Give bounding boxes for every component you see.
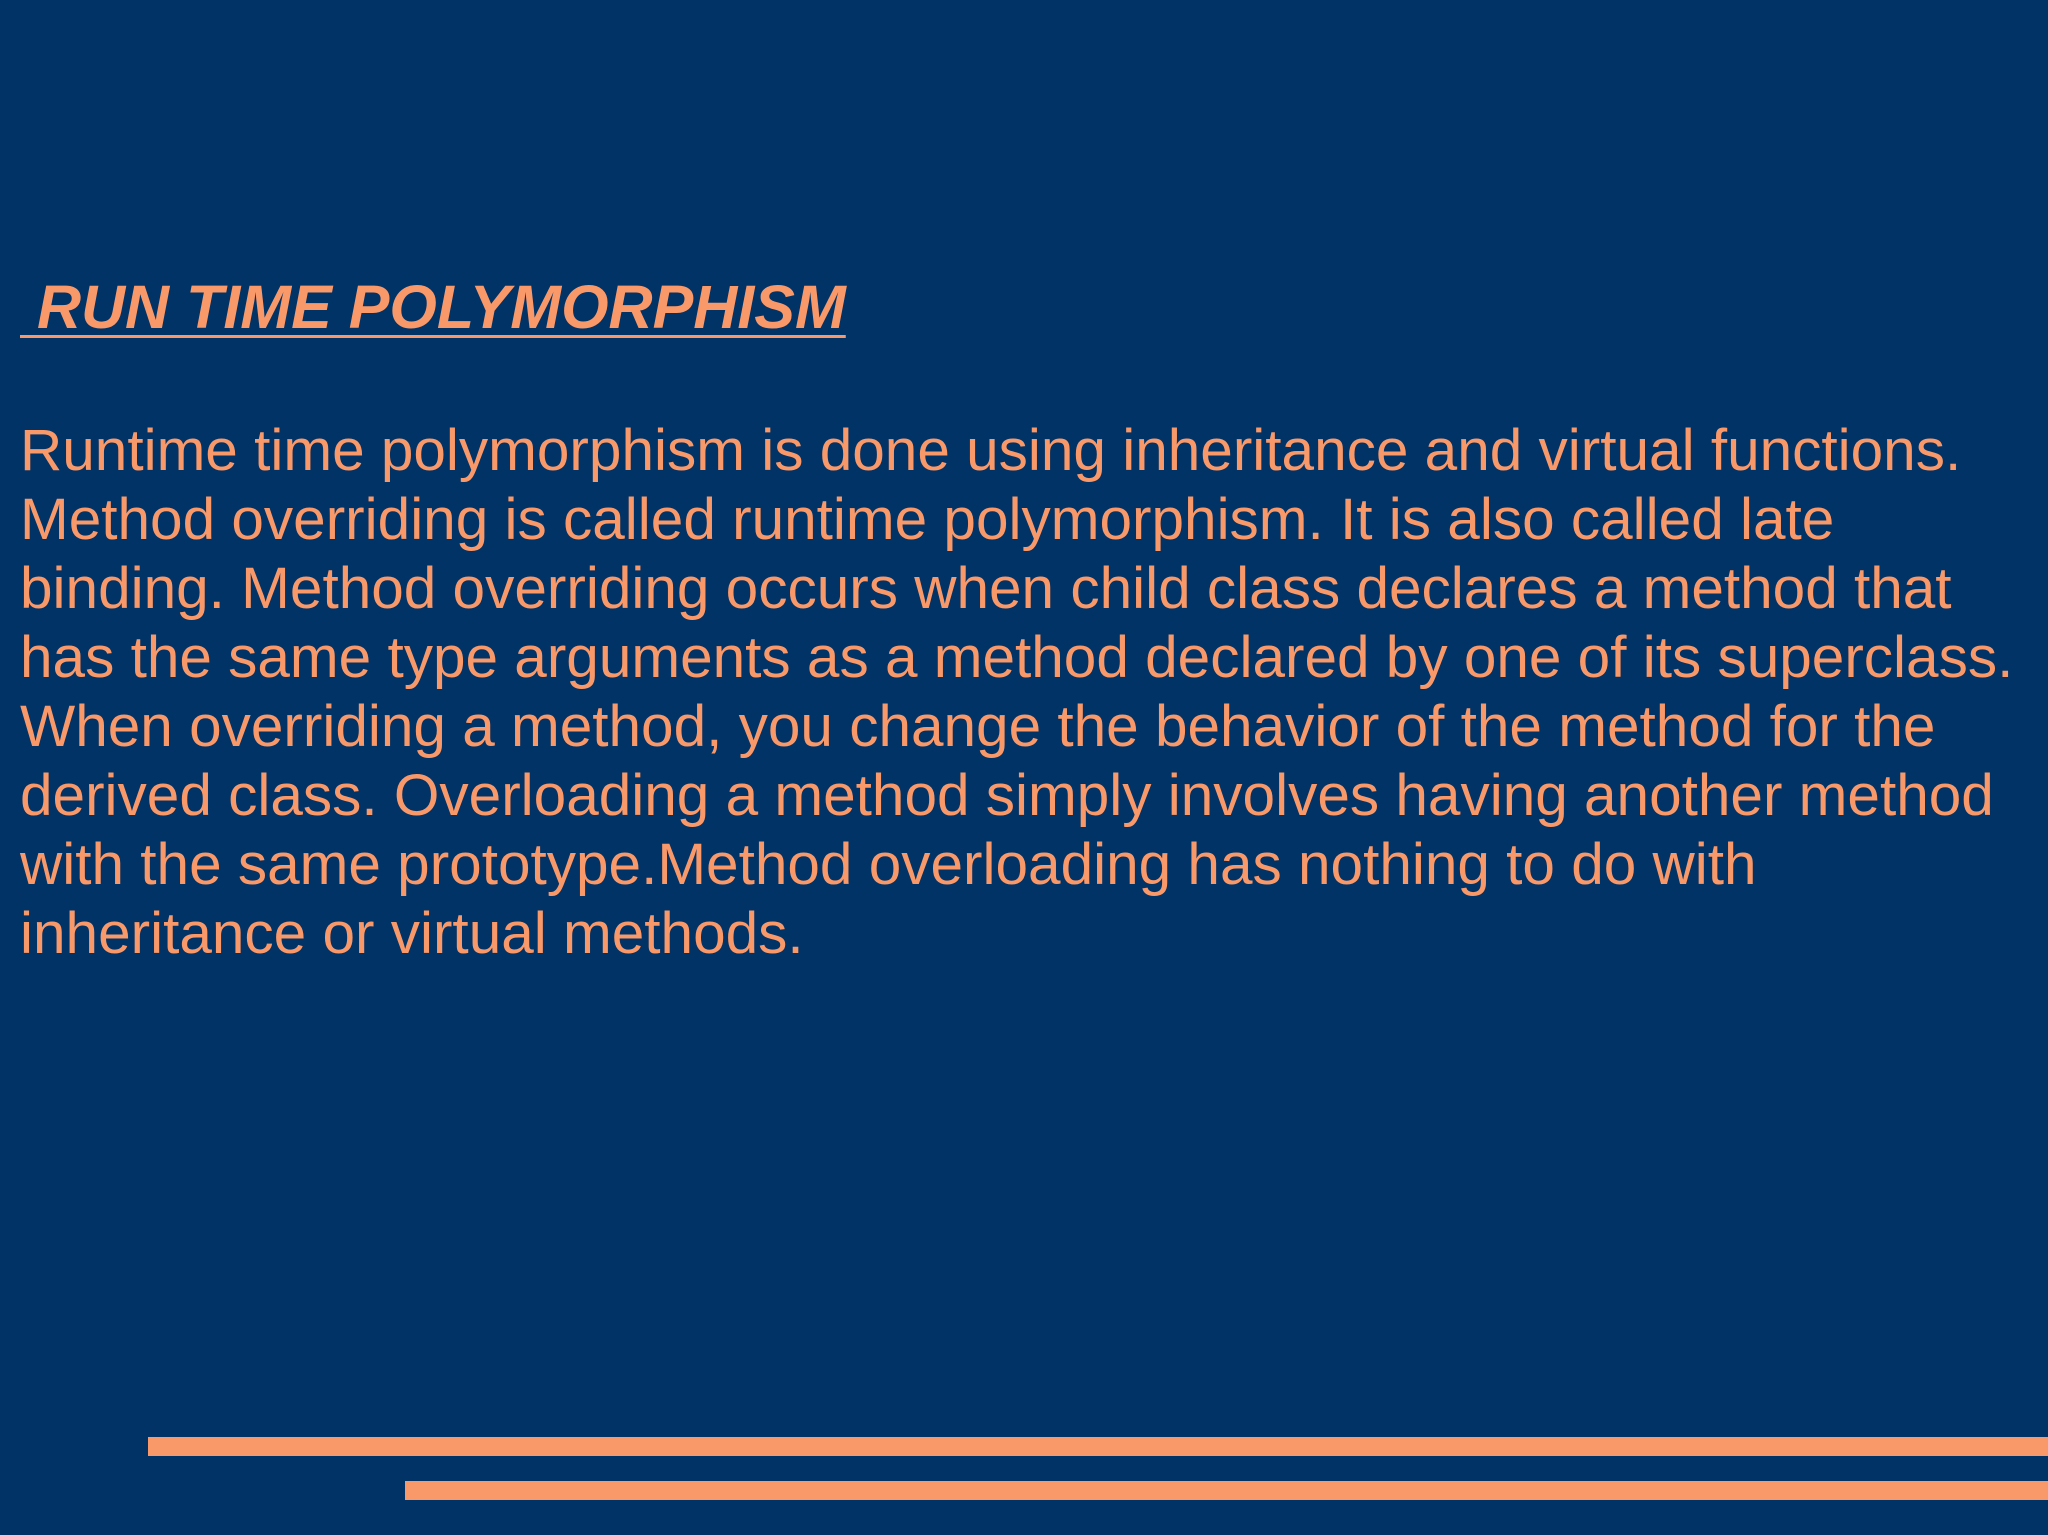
decorative-stripe-lower xyxy=(405,1481,2048,1500)
decorative-stripe-upper xyxy=(148,1437,2048,1456)
slide-body-text: Runtime time polymorphism is done using inheritance and virtual functions. Method overriding is called runtime polymorphism. It is also called late binding. Method overriding occurs when child class declares a method that has the same type arguments as a method declared by one of its superclass. When overriding a method, you change the behavior of the method for the derived class. Overloading a method simply involves having another method with the same prototype.Method overloading has nothing to do with inheritance or virtual methods. xyxy=(20,418,2014,966)
slide-title: RUN TIME POLYMORPHISM xyxy=(20,273,846,341)
